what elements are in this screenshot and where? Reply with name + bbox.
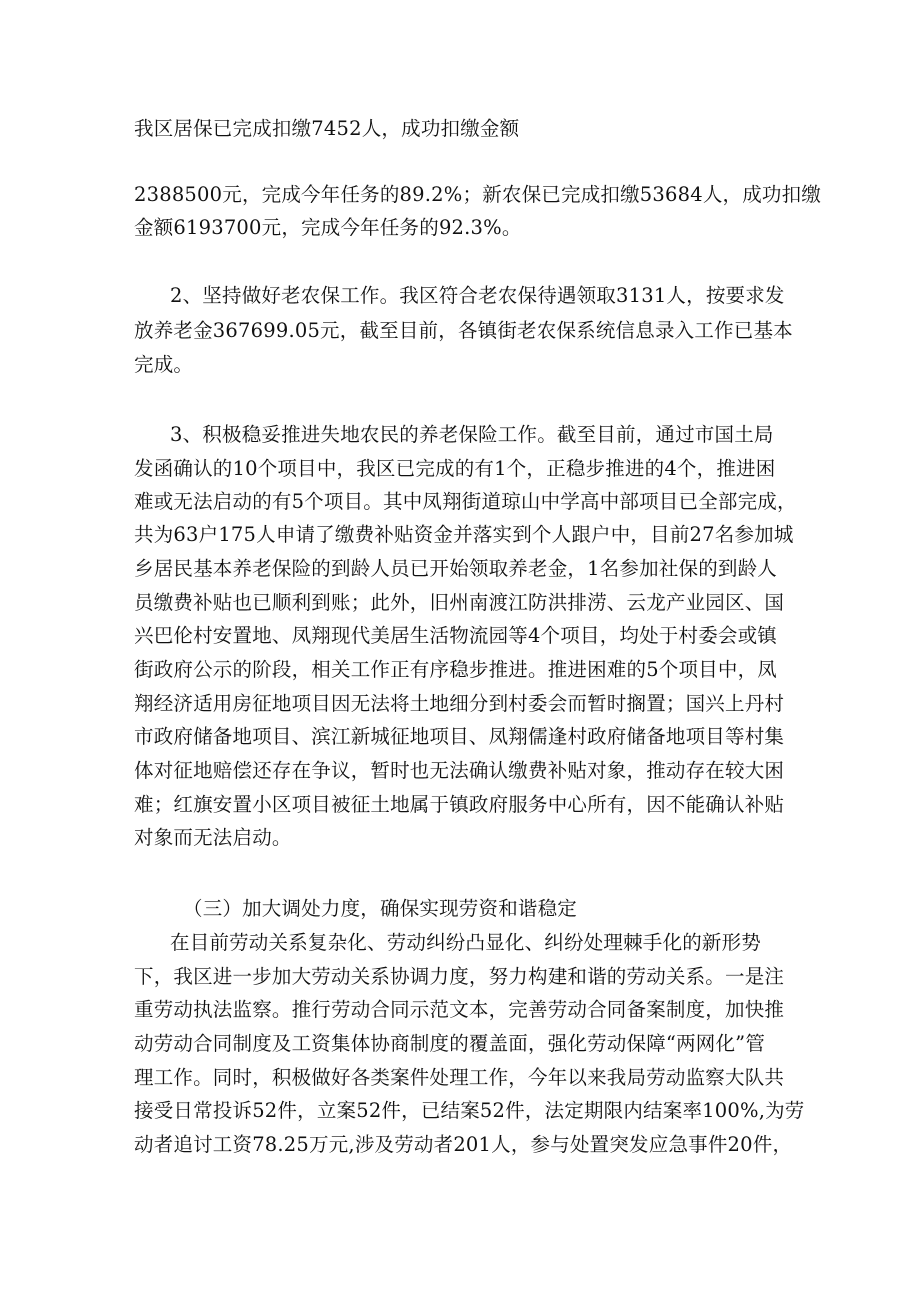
text-line: 兴巴伦村安置地、凤翔现代美居生活物流园等4个项目，均处于村委会或镇 <box>134 624 778 647</box>
text-line: 动劳动合同制度及工资集体协商制度的覆盖面，强化劳动保障“两网化”管 <box>134 1032 766 1055</box>
text-line: 下，我区进一步加大劳动关系协调力度，努力构建和谐的劳动关系。一是注 <box>134 965 785 988</box>
text-line: 理工作。同时，积极做好各类案件处理工作，今年以来我局劳动监察大队共 <box>134 1066 785 1089</box>
text-line: 对象而无法启动。 <box>134 826 292 849</box>
text-line: 员缴费补贴也已顺利到账；此外，旧州南渡江防洪排涝、云龙产业园区、国 <box>134 591 785 614</box>
text-line: 街政府公示的阶段，相关工作正有序稳步推进。推进困难的5个项目中，凤 <box>134 658 778 681</box>
text-line: 共为63户175人申请了缴费补贴资金并落实到个人跟户中，目前27名参加城 <box>134 523 794 546</box>
text-line: 3、积极稳妥推进失地农民的养老保险工作。截至目前，通过市国土局 <box>170 423 774 446</box>
text-line: 发函确认的10个项目中，我区已完成的有1个，正稳步推进的4个，推进困 <box>134 457 776 480</box>
text-line: 难；红旗安置小区项目被征土地属于镇政府服务中心所有，因不能确认补贴 <box>134 793 785 816</box>
text-line: 重劳动执法监察。推行劳动合同示范文本，完善劳动合同备案制度，加快推 <box>134 998 785 1021</box>
text-line: 完成。 <box>134 353 194 376</box>
text-line: 难或无法启动的有5个项目。其中凤翔街道琼山中学高中部项目已全部完成， <box>134 490 797 513</box>
text-line: 在目前劳动关系复杂化、劳动纠纷凸显化、纠纷处理棘手化的新形势 <box>170 931 762 954</box>
section-heading: （三）加大调处力度，确保实现劳资和谐稳定 <box>183 897 578 920</box>
text-line: 动者追讨工资78.25万元,涉及劳动者201人，参与处置突发应急事件20件， <box>134 1133 793 1156</box>
text-line: 体对征地赔偿还存在争议，暂时也无法确认缴费补贴对象，推动存在较大困 <box>134 759 785 782</box>
text-line: 我区居保已完成扣缴7452人，成功扣缴金额 <box>134 117 520 140</box>
text-line: 乡居民基本养老保险的到龄人员已开始领取养老金，1名参加社保的到龄人 <box>134 557 778 580</box>
text-line: 2388500元，完成今年任务的89.2%；新农保已完成扣缴53684人，成功扣缴 <box>134 183 822 206</box>
text-line: 翔经济适用房征地项目因无法将土地细分到村委会而暂时搁置；国兴上丹村 <box>134 692 785 715</box>
text-line: 2、坚持做好老农保工作。我区符合老农保待遇领取3131人，按要求发 <box>170 284 785 307</box>
text-line: 金额6193700元，完成今年任务的92.3%。 <box>134 216 522 239</box>
text-line: 市政府储备地项目、滨江新城征地项目、凤翔儒逢村政府储备地项目等村集 <box>134 725 785 748</box>
text-line: 放养老金367699.05元，截至目前，各镇街老农保系统信息录入工作已基本 <box>134 319 793 342</box>
text-line: 接受日常投诉52件，立案52件，已结案52件，法定期限内结案率100%,为劳 <box>134 1099 805 1122</box>
